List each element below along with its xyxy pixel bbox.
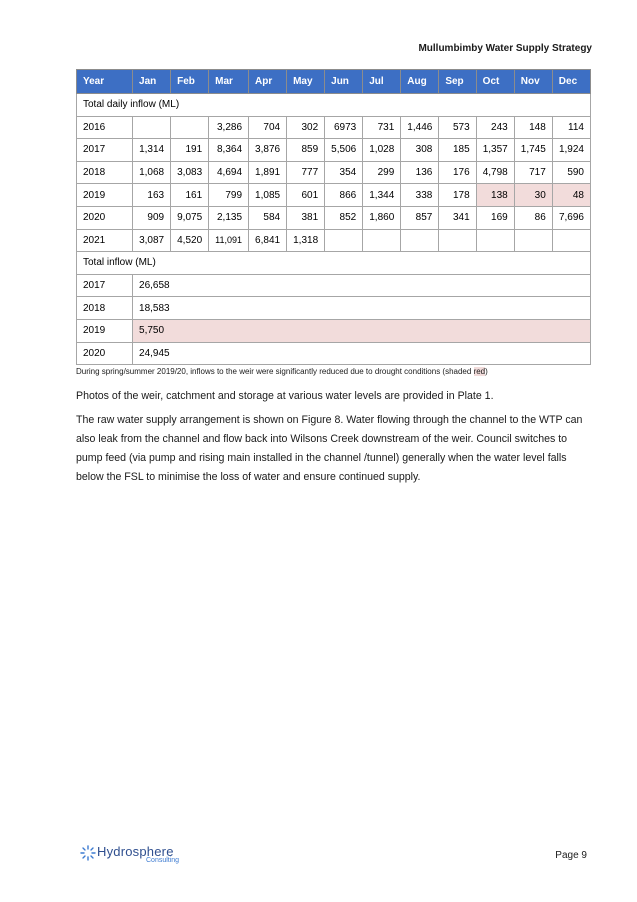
table-cell: 338 <box>401 184 439 207</box>
table-cell: 704 <box>249 116 287 139</box>
table-cell: 3,083 <box>171 161 209 184</box>
table-cell: 3,876 <box>249 139 287 162</box>
logo-subtitle: Consulting <box>146 857 180 864</box>
table-cell: 169 <box>476 206 514 229</box>
column-header: Jan <box>133 70 171 94</box>
table-cell: 601 <box>287 184 325 207</box>
table-row <box>77 274 591 297</box>
column-header: May <box>287 70 325 94</box>
table-cell: 731 <box>363 116 401 139</box>
table-cell: 1,344 <box>363 184 401 207</box>
company-logo <box>80 844 200 868</box>
inflow-table <box>76 69 591 365</box>
table-cell: 1,318 <box>287 229 325 252</box>
table-cell: 243 <box>476 116 514 139</box>
table-cell: 148 <box>514 116 552 139</box>
table-cell: 5,506 <box>325 139 363 162</box>
total-cell: 26,658 <box>133 274 591 297</box>
table-cell: 86 <box>514 206 552 229</box>
shaded-cell: 138 <box>476 184 514 207</box>
column-header: Mar <box>209 70 249 94</box>
section-label: Total inflow (ML) <box>77 252 591 275</box>
note-red-word: red <box>473 367 486 376</box>
table-cell: 161 <box>171 184 209 207</box>
table-cell: 6973 <box>325 116 363 139</box>
table-header-row <box>77 70 591 94</box>
table-row <box>77 116 591 139</box>
table-cell: 354 <box>325 161 363 184</box>
table-row <box>77 319 591 342</box>
table-row <box>77 229 591 252</box>
note-text: During spring/summer 2019/20, inflows to the weir were significantly reduced due to drought conditions (shaded <box>76 367 474 376</box>
logo-name: Hydrosphere <box>97 844 174 859</box>
table-row <box>77 161 591 184</box>
table-cell: 176 <box>439 161 476 184</box>
year-cell: 2018 <box>77 297 133 320</box>
table-note <box>76 367 596 376</box>
year-cell: 2019 <box>77 319 133 342</box>
table-cell: 1,357 <box>476 139 514 162</box>
paragraph-photos: Photos of the weir, catchment and storage at various water levels are provided in Plate 1. <box>76 390 494 402</box>
table-cell: 799 <box>209 184 249 207</box>
table-cell <box>171 116 209 139</box>
column-header: Jun <box>325 70 363 94</box>
table-cell: 1,068 <box>133 161 171 184</box>
table-cell: 1,745 <box>514 139 552 162</box>
table-cell <box>476 229 514 252</box>
table-cell: 1,028 <box>363 139 401 162</box>
table-cell: 3,286 <box>209 116 249 139</box>
shaded-cell: 48 <box>552 184 590 207</box>
table-cell: 9,075 <box>171 206 209 229</box>
column-header: Oct <box>476 70 514 94</box>
table-cell: 857 <box>401 206 439 229</box>
section-row-daily <box>77 94 591 117</box>
table-cell: 573 <box>439 116 476 139</box>
table-row <box>77 297 591 320</box>
year-cell: 2016 <box>77 116 133 139</box>
section-label: Total daily inflow (ML) <box>77 94 591 117</box>
column-header: Aug <box>401 70 439 94</box>
table-cell: 4,520 <box>171 229 209 252</box>
total-cell: 18,583 <box>133 297 591 320</box>
document-header-title: Mullumbimby Water Supply Strategy <box>418 43 592 54</box>
table-cell <box>401 229 439 252</box>
table-row <box>77 184 591 207</box>
sunburst-icon <box>80 845 96 861</box>
total-cell: 24,945 <box>133 342 591 365</box>
table-cell: 114 <box>552 116 590 139</box>
paragraph-raw-water: The raw water supply arrangement is shown on Figure 8. Water flowing through the channel to the WTP can also leak from the channel and flow back into Wilsons Creek downstream of the weir. Council switches to pump feed (via pump and rising main installed in the channel /tunnel) generally when the water level falls below the FSL to minimise the loss of water and ensure continued supply. <box>76 414 583 483</box>
year-cell: 2017 <box>77 139 133 162</box>
table-row <box>77 342 591 365</box>
table-cell: 590 <box>552 161 590 184</box>
table-cell: 11,091 <box>209 229 249 252</box>
table-cell: 4,694 <box>209 161 249 184</box>
year-cell: 2018 <box>77 161 133 184</box>
table-cell: 7,696 <box>552 206 590 229</box>
year-cell: 2020 <box>77 206 133 229</box>
table-cell: 866 <box>325 184 363 207</box>
table-cell <box>363 229 401 252</box>
table-cell: 4,798 <box>476 161 514 184</box>
year-cell: 2017 <box>77 274 133 297</box>
table-cell <box>552 229 590 252</box>
column-header: Feb <box>171 70 209 94</box>
year-cell: 2019 <box>77 184 133 207</box>
section-row-total <box>77 252 591 275</box>
table-cell: 1,860 <box>363 206 401 229</box>
table-cell: 584 <box>249 206 287 229</box>
table-cell: 136 <box>401 161 439 184</box>
table-cell: 852 <box>325 206 363 229</box>
table-cell: 3,087 <box>133 229 171 252</box>
column-header: Apr <box>249 70 287 94</box>
column-header: Nov <box>514 70 552 94</box>
table-cell <box>514 229 552 252</box>
table-cell: 381 <box>287 206 325 229</box>
column-header: Dec <box>552 70 590 94</box>
table-cell: 859 <box>287 139 325 162</box>
column-header: Sep <box>439 70 476 94</box>
table-cell: 302 <box>287 116 325 139</box>
table-cell: 341 <box>439 206 476 229</box>
table-cell: 1,314 <box>133 139 171 162</box>
year-cell: 2021 <box>77 229 133 252</box>
shaded-cell: 30 <box>514 184 552 207</box>
table-cell: 717 <box>514 161 552 184</box>
table-cell: 8,364 <box>209 139 249 162</box>
column-header: Jul <box>363 70 401 94</box>
table-cell <box>439 229 476 252</box>
table-cell: 1,446 <box>401 116 439 139</box>
table-cell: 308 <box>401 139 439 162</box>
table-cell: 163 <box>133 184 171 207</box>
table-cell: 6,841 <box>249 229 287 252</box>
table-cell: 2,135 <box>209 206 249 229</box>
table-row <box>77 206 591 229</box>
table-cell <box>325 229 363 252</box>
column-header: Year <box>77 70 133 94</box>
table-cell: 1,085 <box>249 184 287 207</box>
note-text-end: ) <box>485 367 488 376</box>
table-cell: 185 <box>439 139 476 162</box>
table-cell: 299 <box>363 161 401 184</box>
table-row <box>77 139 591 162</box>
table-cell: 191 <box>171 139 209 162</box>
table-cell: 1,924 <box>552 139 590 162</box>
year-cell: 2020 <box>77 342 133 365</box>
table-cell: 777 <box>287 161 325 184</box>
table-cell: 1,891 <box>249 161 287 184</box>
table-cell <box>133 116 171 139</box>
table-cell: 178 <box>439 184 476 207</box>
shaded-total-cell: 5,750 <box>133 319 591 342</box>
table-cell: 909 <box>133 206 171 229</box>
page-number: Page 9 <box>555 850 587 861</box>
